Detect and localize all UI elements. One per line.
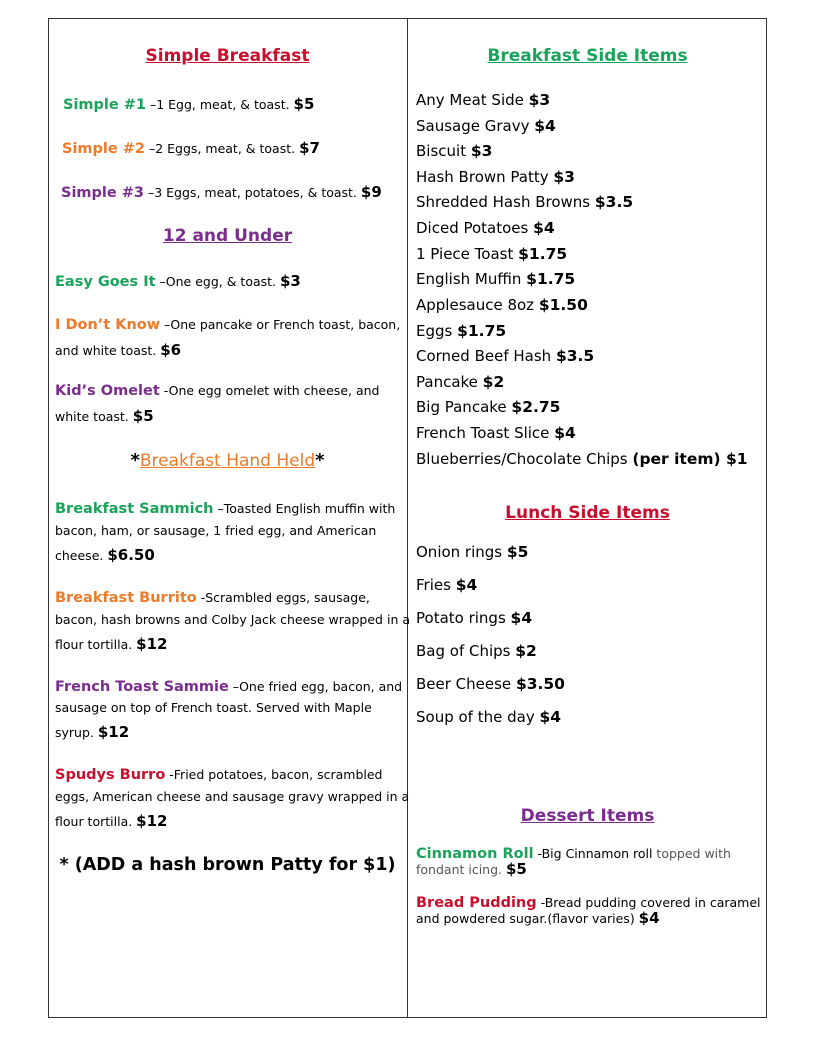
lunch-item: Beer Cheese $3.50 xyxy=(416,675,565,693)
menu-item-breakfast-burrito-line3: flour tortilla. $12 xyxy=(55,635,168,653)
dessert-item-cinnamon-roll: Cinnamon Roll -Big Cinnamon roll topped with xyxy=(416,846,731,862)
side-item: Corned Beef Hash $3.5 xyxy=(416,347,595,365)
menu-item-simple-2: Simple #2 –2 Eggs, meat, & toast. $7 xyxy=(62,139,320,157)
star-mark: * xyxy=(315,450,325,471)
menu-item-simple-3: Simple #3 –3 Eggs, meat, potatoes, & toast. $9 xyxy=(61,183,382,201)
kids-heading: 12 and Under xyxy=(162,226,293,246)
dessert-item-bread-pudding-line2: and powdered sugar.(flavor varies) $4 xyxy=(416,909,660,927)
menu-item-breakfast-sammich: Breakfast Sammich –Toasted English muffin with xyxy=(55,501,396,517)
menu-item-breakfast-sammich-line2: bacon, ham, or sausage, 1 fried egg, and American xyxy=(55,523,377,538)
side-item: Any Meat Side $3 xyxy=(416,91,551,109)
dessert-heading: Dessert Items xyxy=(520,806,655,826)
menu-item-kids-omelet: Kid’s Omelet -One egg omelet with cheese, and xyxy=(55,383,380,399)
handheld-heading: Breakfast Hand Held xyxy=(139,451,316,471)
menu-item-i-dont-know: I Don’t Know –One pancake or French toast, bacon, xyxy=(55,317,401,333)
menu-item-kids-omelet-line2: white toast. $5 xyxy=(55,407,154,425)
menu-item-spudys-burro: Spudys Burro -Fried potatoes, bacon, scrambled xyxy=(55,767,383,783)
dessert-item-bread-pudding: Bread Pudding -Bread pudding covered in caramel xyxy=(416,895,761,911)
side-item: Hash Brown Patty $3 xyxy=(416,168,575,186)
breakfast-sides-heading: Breakfast Side Items xyxy=(487,46,688,66)
menu-item-spudys-burro-line3: flour tortilla. $12 xyxy=(55,812,168,830)
simple-breakfast-heading: Simple Breakfast xyxy=(145,46,310,66)
menu-item-french-toast-sammie-line2: sausage on top of French toast. Served with Maple xyxy=(55,700,372,715)
side-item: Diced Potatoes $4 xyxy=(416,219,555,237)
menu-item-french-toast-sammie-line3: syrup. $12 xyxy=(55,723,130,741)
lunch-item: Potato rings $4 xyxy=(416,609,533,627)
handheld-heading-row xyxy=(48,450,407,471)
side-item: Applesauce 8oz $1.50 xyxy=(416,296,588,314)
star-mark: * xyxy=(130,450,140,471)
dessert-item-cinnamon-roll-line2: fondant icing. $5 xyxy=(416,860,527,878)
menu-item-i-dont-know-line2: and white toast. $6 xyxy=(55,341,182,359)
side-item: Sausage Gravy $4 xyxy=(416,117,556,135)
side-item: Biscuit $3 xyxy=(416,142,493,160)
side-item: Big Pancake $2.75 xyxy=(416,398,561,416)
menu-item-breakfast-burrito-line2: bacon, hash browns and Colby Jack cheese wrapped in a xyxy=(55,612,410,627)
menu-item-breakfast-burrito: Breakfast Burrito -Scrambled eggs, sausage, xyxy=(55,590,370,606)
side-item: Eggs $1.75 xyxy=(416,322,507,340)
menu-item-breakfast-sammich-line3: cheese. $6.50 xyxy=(55,546,155,564)
lunch-item: Fries $4 xyxy=(416,576,478,594)
lunch-sides-heading: Lunch Side Items xyxy=(505,503,670,523)
lunch-item: Bag of Chips $2 xyxy=(416,642,537,660)
menu-item-easy-goes-it: Easy Goes It –One egg, & toast. $3 xyxy=(55,272,301,290)
side-item: Pancake $2 xyxy=(416,373,505,391)
side-item: English Muffin $1.75 xyxy=(416,270,576,288)
side-item: Blueberries/Chocolate Chips (per item) $1 xyxy=(416,450,748,468)
lunch-item: Onion rings $5 xyxy=(416,543,529,561)
hash-brown-note: * (ADD a hash brown Patty for $1) xyxy=(59,855,396,875)
menu-item-spudys-burro-line2: eggs, American cheese and sausage gravy wrapped in a xyxy=(55,789,410,804)
side-item: Shredded Hash Browns $3.5 xyxy=(416,193,634,211)
side-item: French Toast Slice $4 xyxy=(416,424,576,442)
menu-item-french-toast-sammie: French Toast Sammie –One fried egg, bacon, and xyxy=(55,679,403,695)
lunch-item: Soup of the day $4 xyxy=(416,708,562,726)
menu-item-simple-1: Simple #1 –1 Egg, meat, & toast. $5 xyxy=(63,95,315,113)
side-item: 1 Piece Toast $1.75 xyxy=(416,245,568,263)
